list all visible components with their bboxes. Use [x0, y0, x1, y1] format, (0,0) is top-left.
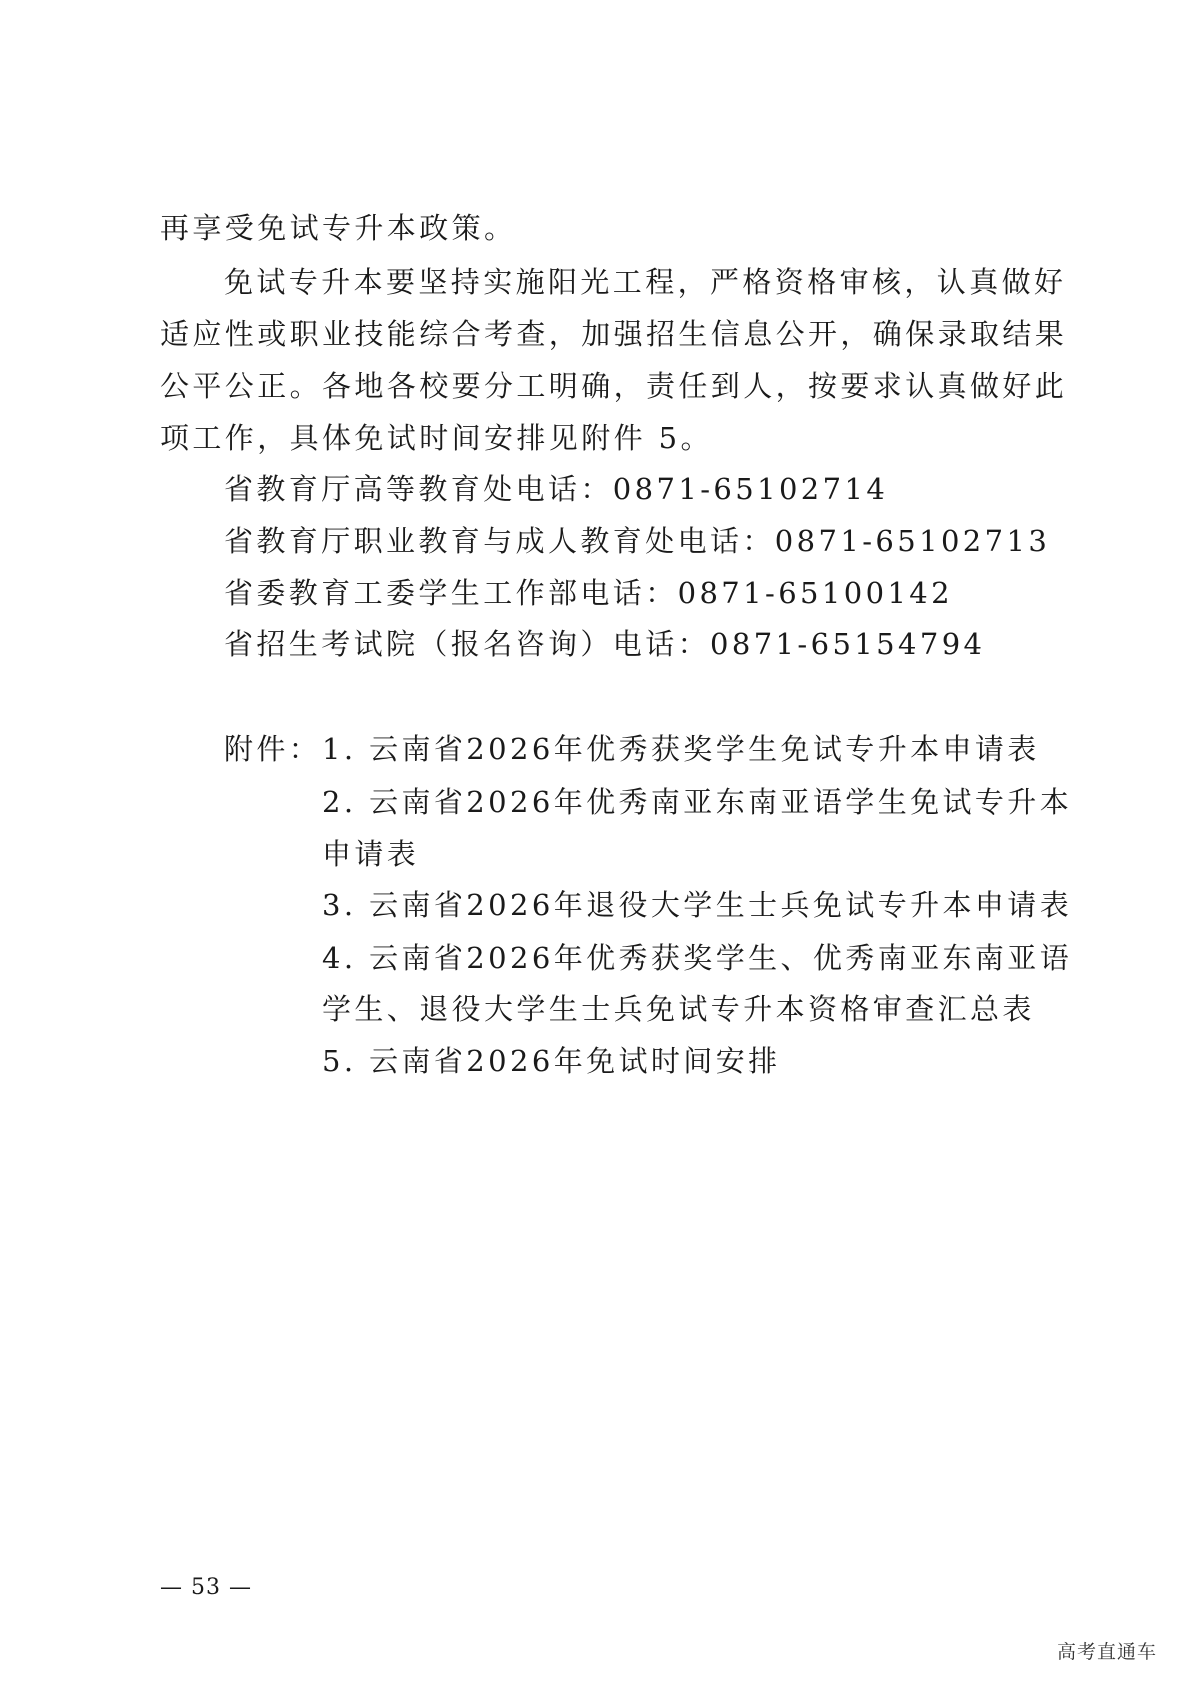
body-line: 适应性或职业技能综合考查，加强招生信息公开，确保录取结果	[160, 317, 1068, 351]
body-line: 再享受免试专升本政策。	[160, 211, 517, 245]
contact-line: 省招生考试院（报名咨询）电话：0871-65154794	[224, 627, 986, 661]
contact-line: 省教育厅职业教育与成人教育处电话：0871-65102713	[224, 524, 1051, 558]
body-line: 免试专升本要坚持实施阳光工程，严格资格审核，认真做好	[224, 265, 1067, 299]
attachment-item: 3. 云南省2026年退役大学生士兵免试专升本申请表	[322, 888, 1073, 922]
attachment-item: 4. 云南省2026年优秀获奖学生、优秀南亚东南亚语	[322, 941, 1073, 975]
attachment-item: 5. 云南省2026年免试时间安排	[322, 1044, 781, 1078]
body-line: 项工作，具体免试时间安排见附件 5。	[160, 421, 713, 455]
attachment-item: 申请表	[322, 837, 420, 871]
attachments-label: 附件：	[224, 732, 322, 766]
page-number: — 53 —	[160, 1575, 252, 1600]
body-line: 公平公正。各地各校要分工明确，责任到人，按要求认真做好此	[160, 369, 1068, 403]
contact-line: 省教育厅高等教育处电话：0871-65102714	[224, 472, 889, 506]
attachment-item: 2. 云南省2026年优秀南亚东南亚语学生免试专升本	[322, 785, 1073, 819]
attachment-item: 1. 云南省2026年优秀获奖学生免试专升本申请表	[322, 732, 1040, 766]
attachment-item: 学生、退役大学生士兵免试专升本资格审查汇总表	[322, 992, 1035, 1026]
contact-line: 省委教育工委学生工作部电话：0871-65100142	[224, 576, 954, 610]
watermark: 高考直通车	[1056, 1641, 1157, 1663]
